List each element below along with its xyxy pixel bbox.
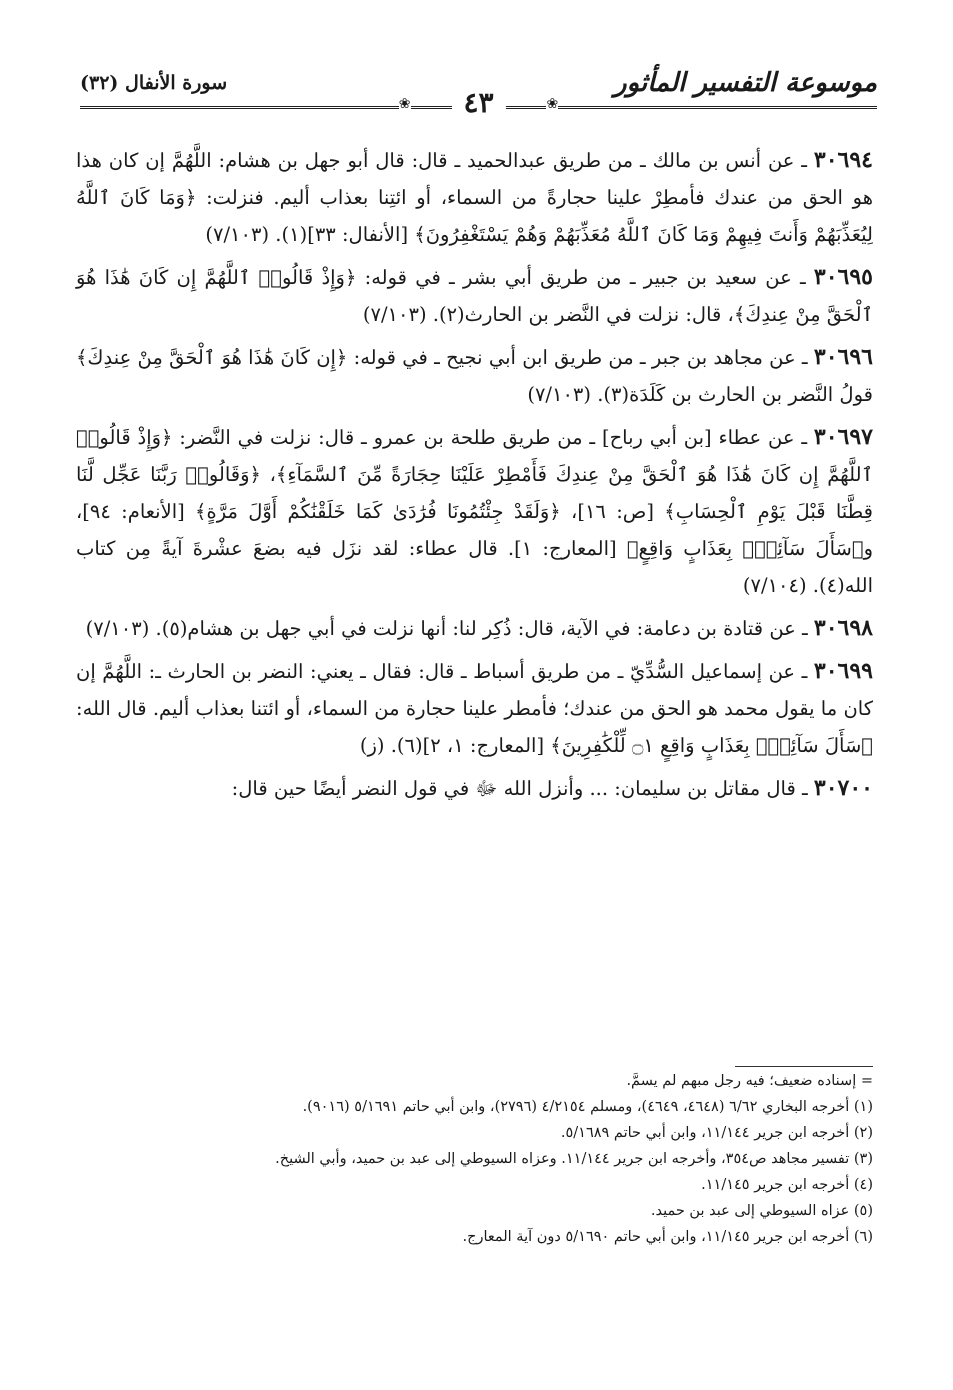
entry-text: ـ قال مقاتل بن سليمان: ... وأنزل الله ﷻ في قول النضر أيضًا حين قال: (231, 777, 814, 800)
ornament-icon: ❀ (398, 96, 411, 112)
entry-number: ٣٠٦٩٧ (813, 424, 873, 450)
entry (76, 419, 873, 604)
footnote: = إسناده ضعيف؛ فيه رجل مبهم لم يسمَّ. (626, 1073, 873, 1089)
entry (76, 610, 873, 647)
entry-number: ٣٠٦٩٦ (813, 344, 873, 370)
page-number: ٤٣ (451, 86, 505, 119)
footnote: (٦) أخرجه ابن جرير ١١/١٤٥، وابن أبي حاتم ٥/١٦٩٠ دون آية المعارج. (462, 1229, 873, 1245)
footnote-separator (735, 1066, 873, 1067)
ornament-icon: ❀ (546, 96, 559, 112)
book-title: موسوعة التفسير المأثور (614, 68, 877, 98)
entry-text: ـ عن سعيد بن جبير ـ من طريق أبي بشر ـ في قوله: ﴿وَإِذْ قَالُوا۟ ٱللَّهُمَّ إِن كَانَ هَٰذَا هُوَ ٱلْحَقَّ مِنْ عِندِكَ﴾، قال: نزلت في النَّضر بن الحارث(٢). (٧/١٠٣) (76, 266, 873, 326)
entry (76, 142, 873, 253)
footnote: (١) أخرجه البخاري ٦/٦٢ (٤٦٤٨، ٤٦٤٩)، ومسلم ٤/٢١٥٤ (٢٧٩٦)، وابن أبي حاتم ٥/١٦٩١ (٩٠١٦). (302, 1099, 873, 1115)
entry-number: ٣٠٧٠٠ (813, 775, 873, 801)
entry-number: ٣٠٦٩٨ (813, 615, 873, 641)
entry-number: ٣٠٦٩٤ (813, 147, 873, 173)
entry-text: ـ عن عطاء [بن أبي رباح] ـ من طريق طلحة بن عمرو ـ قال: نزلت في النَّضر: ﴿وَإِذْ قَالُوا۟ ٱللَّهُمَّ إِن كَانَ هَٰذَا هُوَ ٱلْحَقَّ مِنْ عِندِكَ فَأَمْطِرْ عَلَيْنَا حِجَارَةً مِّنَ ٱلسَّمَآءِ﴾، ﴿وَقَالُوا۟ رَبَّنَا عَجِّل لَّنَا قِطَّنَا قَبْلَ يَوْمِ ٱلْحِسَابِ﴾ [ص: ١٦]، ﴿وَلَقَدْ جِئْتُمُونَا فُرَٰدَىٰ كَمَا خَلَقْنَٰكُمْ أَوَّلَ مَرَّةٍ﴾ [الأنعام: ٩٤]، و﴿سَأَلَ سَآئِلٌۢ بِعَذَابٍ وَاقِعٍ﴾ [المعارج: ١]. قال عطاء: لقد نزَل فيه بضعَ عشْرةَ آيةً مِن كتاب الله(٤). (٧/١٠٤) (76, 426, 873, 597)
entry-number: ٣٠٦٩٩ (813, 658, 873, 684)
entry-text: ـ عن مجاهد بن جبر ـ من طريق ابن أبي نجيح ـ في قوله: ﴿إِن كَانَ هَٰذَا هُوَ ٱلْحَقَّ مِنْ عِندِكَ﴾ قولُ النَّضر بن الحارث بن كَلَدَة(٣). (٧/١٠٣) (76, 346, 873, 406)
main-text (76, 142, 873, 813)
surah-title: سورة الأنفال (٣٢) (80, 72, 228, 94)
footnote: (٥) عزاه السيوطي إلى عبد بن حميد. (650, 1203, 873, 1219)
running-header (80, 62, 877, 122)
entry (76, 770, 873, 807)
entry-text: ـ عن أنس بن مالك ـ من طريق عبدالحميد ـ قال: قال أبو جهل بن هشام: اللَّهُمَّ إن كان هذا هو الحق من عندك فأمطِرْ علينا حجارةً من السماء، أو ائتِنا بعذاب أليم. فنزلت: ﴿وَمَا كَانَ ٱللَّهُ لِيُعَذِّبَهُمْ وَأَنتَ فِيهِمْ وَمَا كَانَ ٱللَّهُ مُعَذِّبَهُمْ وَهُمْ يَسْتَغْفِرُونَ﴾ [الأنفال: ٣٣](١). (٧/١٠٣) (76, 149, 873, 246)
entry-text: ـ عن إسماعيل السُّدِّيّ ـ من طريق أسباط ـ قال: فقال ـ يعني: النضر بن الحارث ـ: اللَّهُمَّ إن كان ما يقول محمد هو الحق من عندك؛ فأمطر علينا حجارة من السماء، أو ائتنا بعذاب أليم. قال الله: ﴿سَأَلَ سَآئِلٌۢ بِعَذَابٍ وَاقِعٍ ۝١ لِّلْكَٰفِرِينَ﴾ [المعارج: ١، ٢](٦). (ز) (76, 660, 873, 757)
footnote: (٤) أخرجه ابن جرير ١١/١٤٥. (701, 1177, 873, 1193)
entry-text: ـ عن قتادة بن دعامة: في الآية، قال: ذُكِر لنا: أنها نزلت في أبي جهل بن هشام(٥). (٧/١٠٣) (85, 617, 814, 640)
footnote: (٢) أخرجه ابن جرير ١١/١٤٤، وابن أبي حاتم ٥/١٦٨٩. (560, 1125, 873, 1141)
entry (76, 259, 873, 333)
footnote: (٣) تفسير مجاهد ص٣٥٤، وأخرجه ابن جرير ١١/١٤٤. وعزاه السيوطي إلى عبد بن حميد، وأبي الشيخ. (275, 1151, 873, 1167)
entry (76, 339, 873, 413)
entry (76, 653, 873, 764)
footnotes (76, 1068, 873, 1250)
entry-number: ٣٠٦٩٥ (813, 264, 873, 290)
